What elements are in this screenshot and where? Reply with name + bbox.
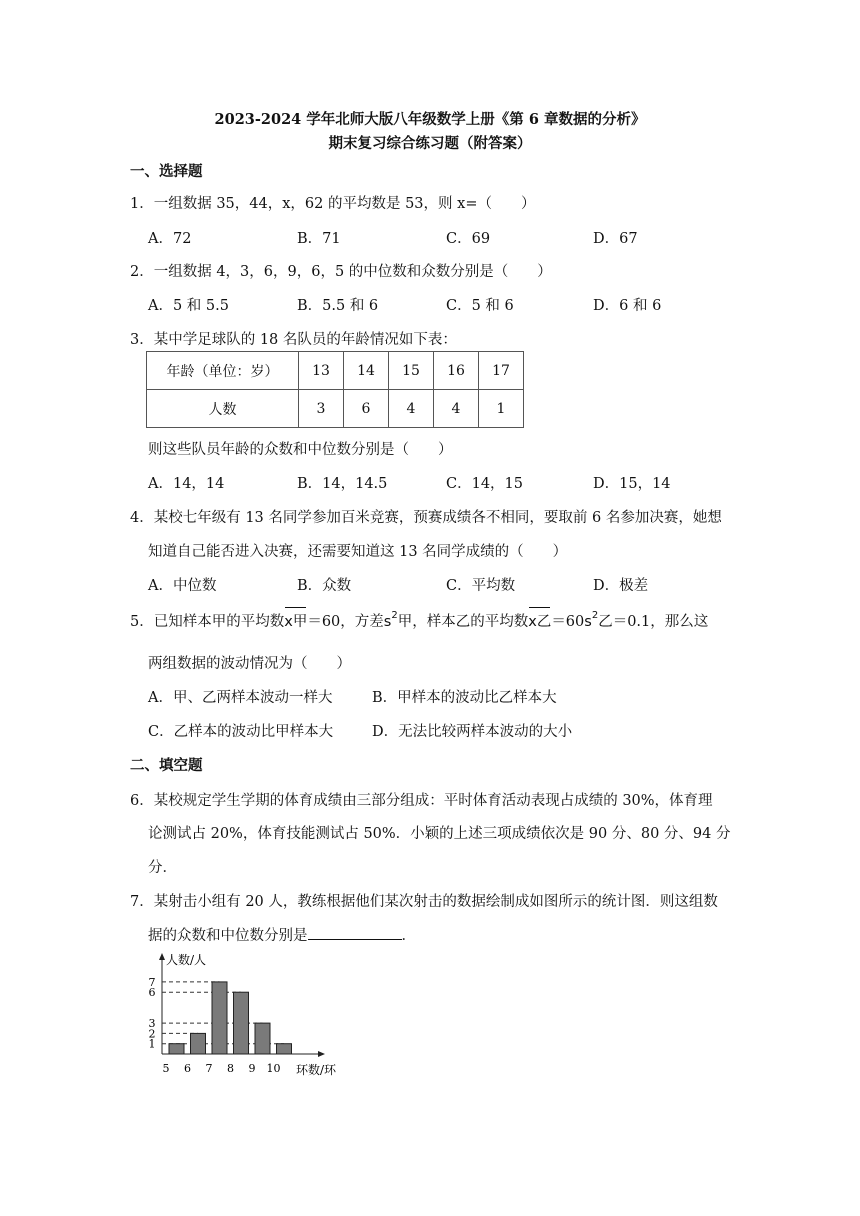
- table-cell: 1: [479, 390, 524, 428]
- chart-bar: [234, 992, 249, 1054]
- q5-text-1: 5．已知样本甲的平均数: [130, 614, 285, 630]
- table-header-age: 年龄（单位：岁）: [147, 352, 299, 390]
- q3-option-a: A．14，14: [148, 476, 225, 492]
- y-tick-label: 7: [148, 975, 156, 989]
- q1-option-a: A．72: [148, 231, 192, 247]
- q2-stem: 2．一组数据 4，3，6，9，6，5 的中位数和众数分别是（ ）: [130, 264, 552, 280]
- q3-option-b: B．14，14.5: [297, 476, 388, 492]
- subscript-jia: 甲: [292, 614, 308, 630]
- table-cell: 3: [299, 390, 344, 428]
- y-axis-arrow: [159, 953, 165, 960]
- mean-symbol: [284, 610, 307, 631]
- q5-option-d: D．无法比较两样本波动的大小: [372, 724, 573, 740]
- q2-option-d: D．6 和 6: [593, 298, 662, 314]
- y-tick-label: 6: [148, 986, 156, 1000]
- subscript-jia: 甲: [397, 614, 413, 630]
- title-line-1: 2023-2024 学年北师大版八年级数学上册《第 6 章数据的分析》: [214, 111, 646, 128]
- x-axis-arrow: [318, 1051, 325, 1057]
- q5-stem-line-1: [130, 610, 708, 631]
- chart-bar: [255, 1023, 270, 1054]
- variance-s: s: [383, 614, 392, 630]
- q6-line-1: 6．某校规定学生学期的体育成绩由三部分组成：平时体育活动表现占成绩的 30%，体育理: [130, 793, 713, 809]
- chart-bar: [169, 1044, 184, 1054]
- variance-symbol: [383, 610, 413, 630]
- x-tick-label: 10: [266, 1062, 281, 1075]
- q7-period: ．: [401, 928, 416, 944]
- superscript-2: 2: [591, 610, 599, 621]
- x-tick-label: 6: [184, 1062, 191, 1075]
- table-cell: 4: [434, 390, 479, 428]
- table-cell: 4: [389, 390, 434, 428]
- q1-option-d: D．67: [593, 231, 638, 247]
- answer-blank: [308, 925, 402, 940]
- x-tick-label: 9: [248, 1062, 256, 1075]
- chart-bar: [277, 1044, 292, 1054]
- superscript-2: 2: [391, 610, 398, 621]
- table-header-count: 人数: [147, 390, 299, 428]
- q5-text-4: ＝60: [551, 614, 585, 630]
- q4-option-a: A．中位数: [148, 578, 217, 594]
- q5-option-a: A．甲、乙两样本波动一样大: [148, 690, 333, 706]
- q1-stem: 1．一组数据 35，44，x，62 的平均数是 53，则 x=（ ）: [130, 196, 536, 212]
- section-heading-fill: 二、填空题: [130, 757, 203, 774]
- q2-option-c: C．5 和 6: [446, 298, 514, 314]
- subscript-yi: 乙: [598, 614, 613, 630]
- table-row: [147, 352, 524, 390]
- table-cell: 17: [479, 352, 524, 390]
- q4-stem-line-1: 4．某校七年级有 13 名同学参加百米竞赛，预赛成绩各不相同，要取前 6 名参加决赛，她想: [130, 510, 722, 526]
- q4-stem-line-2: 知道自己能否进入决赛，还需要知道这 13 名同学成绩的（ ）: [148, 544, 568, 560]
- x-tick-label: 5: [162, 1062, 170, 1075]
- mean-symbol: [528, 610, 551, 631]
- q5-text-2: ＝60，方差: [307, 614, 384, 630]
- q4-option-b: B．众数: [297, 578, 352, 594]
- table-cell: 16: [434, 352, 479, 390]
- age-table: [146, 351, 524, 428]
- table-cell: 13: [299, 352, 344, 390]
- q1-option-b: B．71: [297, 231, 341, 247]
- q5-option-c: C．乙样本的波动比甲样本大: [148, 724, 334, 740]
- title-line-2: 期末复习综合练习题（附答案）: [328, 135, 532, 152]
- table-cell: 15: [389, 352, 434, 390]
- q2-option-a: A．5 和 5.5: [148, 298, 229, 314]
- mean-x: x: [284, 614, 293, 630]
- table-cell: 6: [344, 390, 389, 428]
- variance-symbol: [584, 610, 613, 630]
- y-tick-label: 3: [148, 1017, 156, 1031]
- x-axis-label: 环数/环: [296, 1063, 337, 1077]
- q5-text-5: ＝0.1，那么这: [612, 614, 709, 630]
- q2-option-b: B．5.5 和 6: [297, 298, 379, 314]
- mean-x: x: [528, 614, 537, 630]
- subscript-yi: 乙: [536, 614, 552, 630]
- q3-question: 则这些队员年龄的众数和中位数分别是（ ）: [148, 442, 453, 458]
- chart-bar: [212, 982, 227, 1054]
- shooting-bar-chart: [140, 950, 360, 1080]
- section-heading-choice: 一、选择题: [130, 163, 203, 180]
- q5-text-3: ，样本乙的平均数: [412, 614, 529, 630]
- q6-line-2: 论测试占 20%，体育技能测试占 50%．小颖的上述三项成绩依次是 90 分、80 分、94 分: [148, 826, 731, 842]
- table-cell: 14: [344, 352, 389, 390]
- x-tick-label: 7: [205, 1062, 213, 1075]
- q7-line-1: 7．某射击小组有 20 人，教练根据他们某次射击的数据绘制成如图所示的统计图．则这组数: [130, 894, 718, 910]
- q5-stem-line-2: 两组数据的波动情况为（ ）: [148, 656, 351, 672]
- variance-s: s: [584, 614, 592, 630]
- table-row: [147, 390, 524, 428]
- x-tick-label: 8: [227, 1062, 234, 1075]
- q5-option-b: B．甲样本的波动比乙样本大: [372, 690, 557, 706]
- q3-option-c: C．14，15: [446, 476, 523, 492]
- q1-option-c: C．69: [446, 231, 491, 247]
- q6-line-3: 分．: [148, 860, 177, 876]
- q3-option-d: D．15，14: [593, 476, 671, 492]
- q3-stem: 3．某中学足球队的 18 名队员的年龄情况如下表：: [130, 332, 457, 348]
- y-axis-label: 人数/人: [166, 953, 207, 967]
- q7-line-2: [148, 924, 416, 945]
- y-tick-label: 1: [148, 1037, 156, 1051]
- q4-option-d: D．极差: [593, 578, 649, 594]
- chart-bar: [191, 1033, 206, 1054]
- y-tick-label: 2: [148, 1027, 156, 1041]
- q4-option-c: C．平均数: [446, 578, 516, 594]
- q7-text: 据的众数和中位数分别是: [148, 928, 308, 944]
